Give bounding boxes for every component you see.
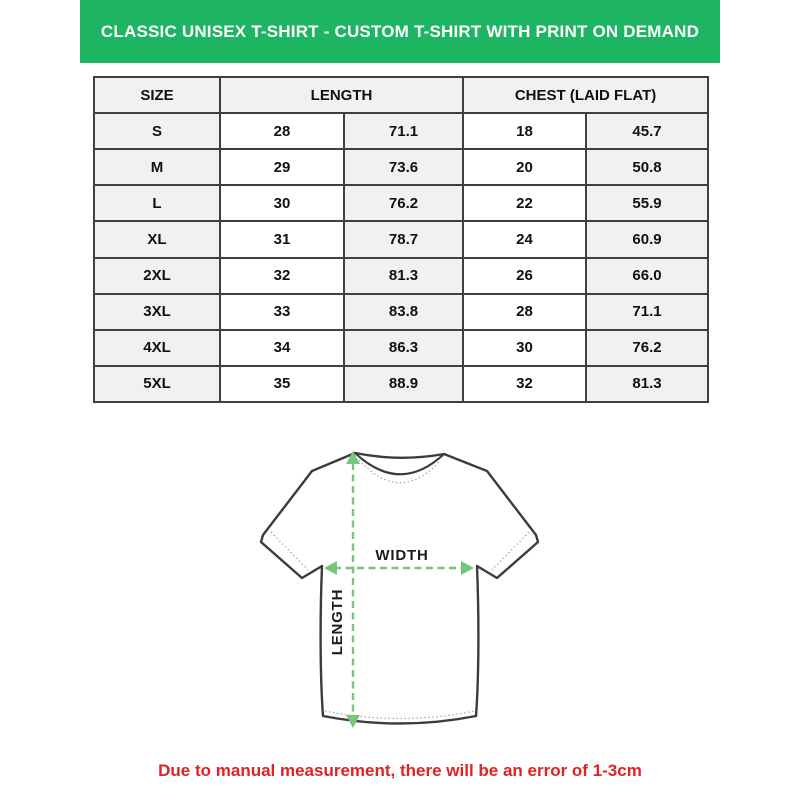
chest-cm-cell: 71.1 [586, 294, 708, 330]
table-row [94, 294, 708, 330]
length-in-cell: 34 [220, 330, 344, 366]
table-row [94, 185, 708, 221]
table-row [94, 221, 708, 257]
size-cell: 5XL [94, 366, 220, 402]
width-label: WIDTH [375, 547, 429, 564]
size-cell: M [94, 149, 220, 185]
page-title: CLASSIC UNISEX T-SHIRT - CUSTOM T-SHIRT WITH PRINT ON DEMAND [100, 21, 700, 41]
length-in-cell: 32 [220, 258, 344, 294]
chest-in-cell: 28 [463, 294, 586, 330]
chest-cm-cell: 50.8 [586, 149, 708, 185]
tshirt-outline [261, 453, 538, 724]
length-cm-cell: 76.2 [344, 185, 463, 221]
chest-cm-cell: 45.7 [586, 113, 708, 149]
measurement-error-note: Due to manual measurement, there will be an error of 1-3cm [158, 761, 642, 780]
chest-cm-cell: 76.2 [586, 330, 708, 366]
chest-cm-cell: 60.9 [586, 221, 708, 257]
chest-in-cell: 20 [463, 149, 586, 185]
size-cell: 2XL [94, 258, 220, 294]
chest-in-cell: 32 [463, 366, 586, 402]
chest-in-cell: 26 [463, 258, 586, 294]
length-cm-cell: 73.6 [344, 149, 463, 185]
size-cell: 3XL [94, 294, 220, 330]
size-cell: L [94, 185, 220, 221]
length-cm-cell: 88.9 [344, 366, 463, 402]
size-chart-table [93, 76, 709, 403]
length-cm-cell: 78.7 [344, 221, 463, 257]
table-row [94, 366, 708, 402]
table-row [94, 258, 708, 294]
table-row [94, 149, 708, 185]
chest-in-cell: 22 [463, 185, 586, 221]
title-banner [80, 0, 720, 63]
length-in-cell: 35 [220, 366, 344, 402]
length-label: LENGTH [329, 588, 346, 656]
chest-cm-cell: 81.3 [586, 366, 708, 402]
table-row [94, 113, 708, 149]
length-cm-cell: 86.3 [344, 330, 463, 366]
length-in-cell: 30 [220, 185, 344, 221]
chest-cm-cell: 55.9 [586, 185, 708, 221]
size-cell: S [94, 113, 220, 149]
length-in-cell: 33 [220, 294, 344, 330]
length-cm-cell: 71.1 [344, 113, 463, 149]
length-cm-cell: 81.3 [344, 258, 463, 294]
tshirt-diagram [240, 435, 560, 755]
table-header-row [94, 77, 708, 113]
chest-in-cell: 18 [463, 113, 586, 149]
size-cell: 4XL [94, 330, 220, 366]
column-header-size: SIZE [94, 77, 220, 113]
table-row [94, 330, 708, 366]
column-header-chest: CHEST (LAID FLAT) [463, 77, 708, 113]
length-in-cell: 29 [220, 149, 344, 185]
tshirt-drawing [240, 435, 560, 755]
length-cm-cell: 83.8 [344, 294, 463, 330]
chest-cm-cell: 66.0 [586, 258, 708, 294]
size-cell: XL [94, 221, 220, 257]
length-in-cell: 28 [220, 113, 344, 149]
chest-in-cell: 30 [463, 330, 586, 366]
chest-in-cell: 24 [463, 221, 586, 257]
column-header-length: LENGTH [220, 77, 463, 113]
length-in-cell: 31 [220, 221, 344, 257]
